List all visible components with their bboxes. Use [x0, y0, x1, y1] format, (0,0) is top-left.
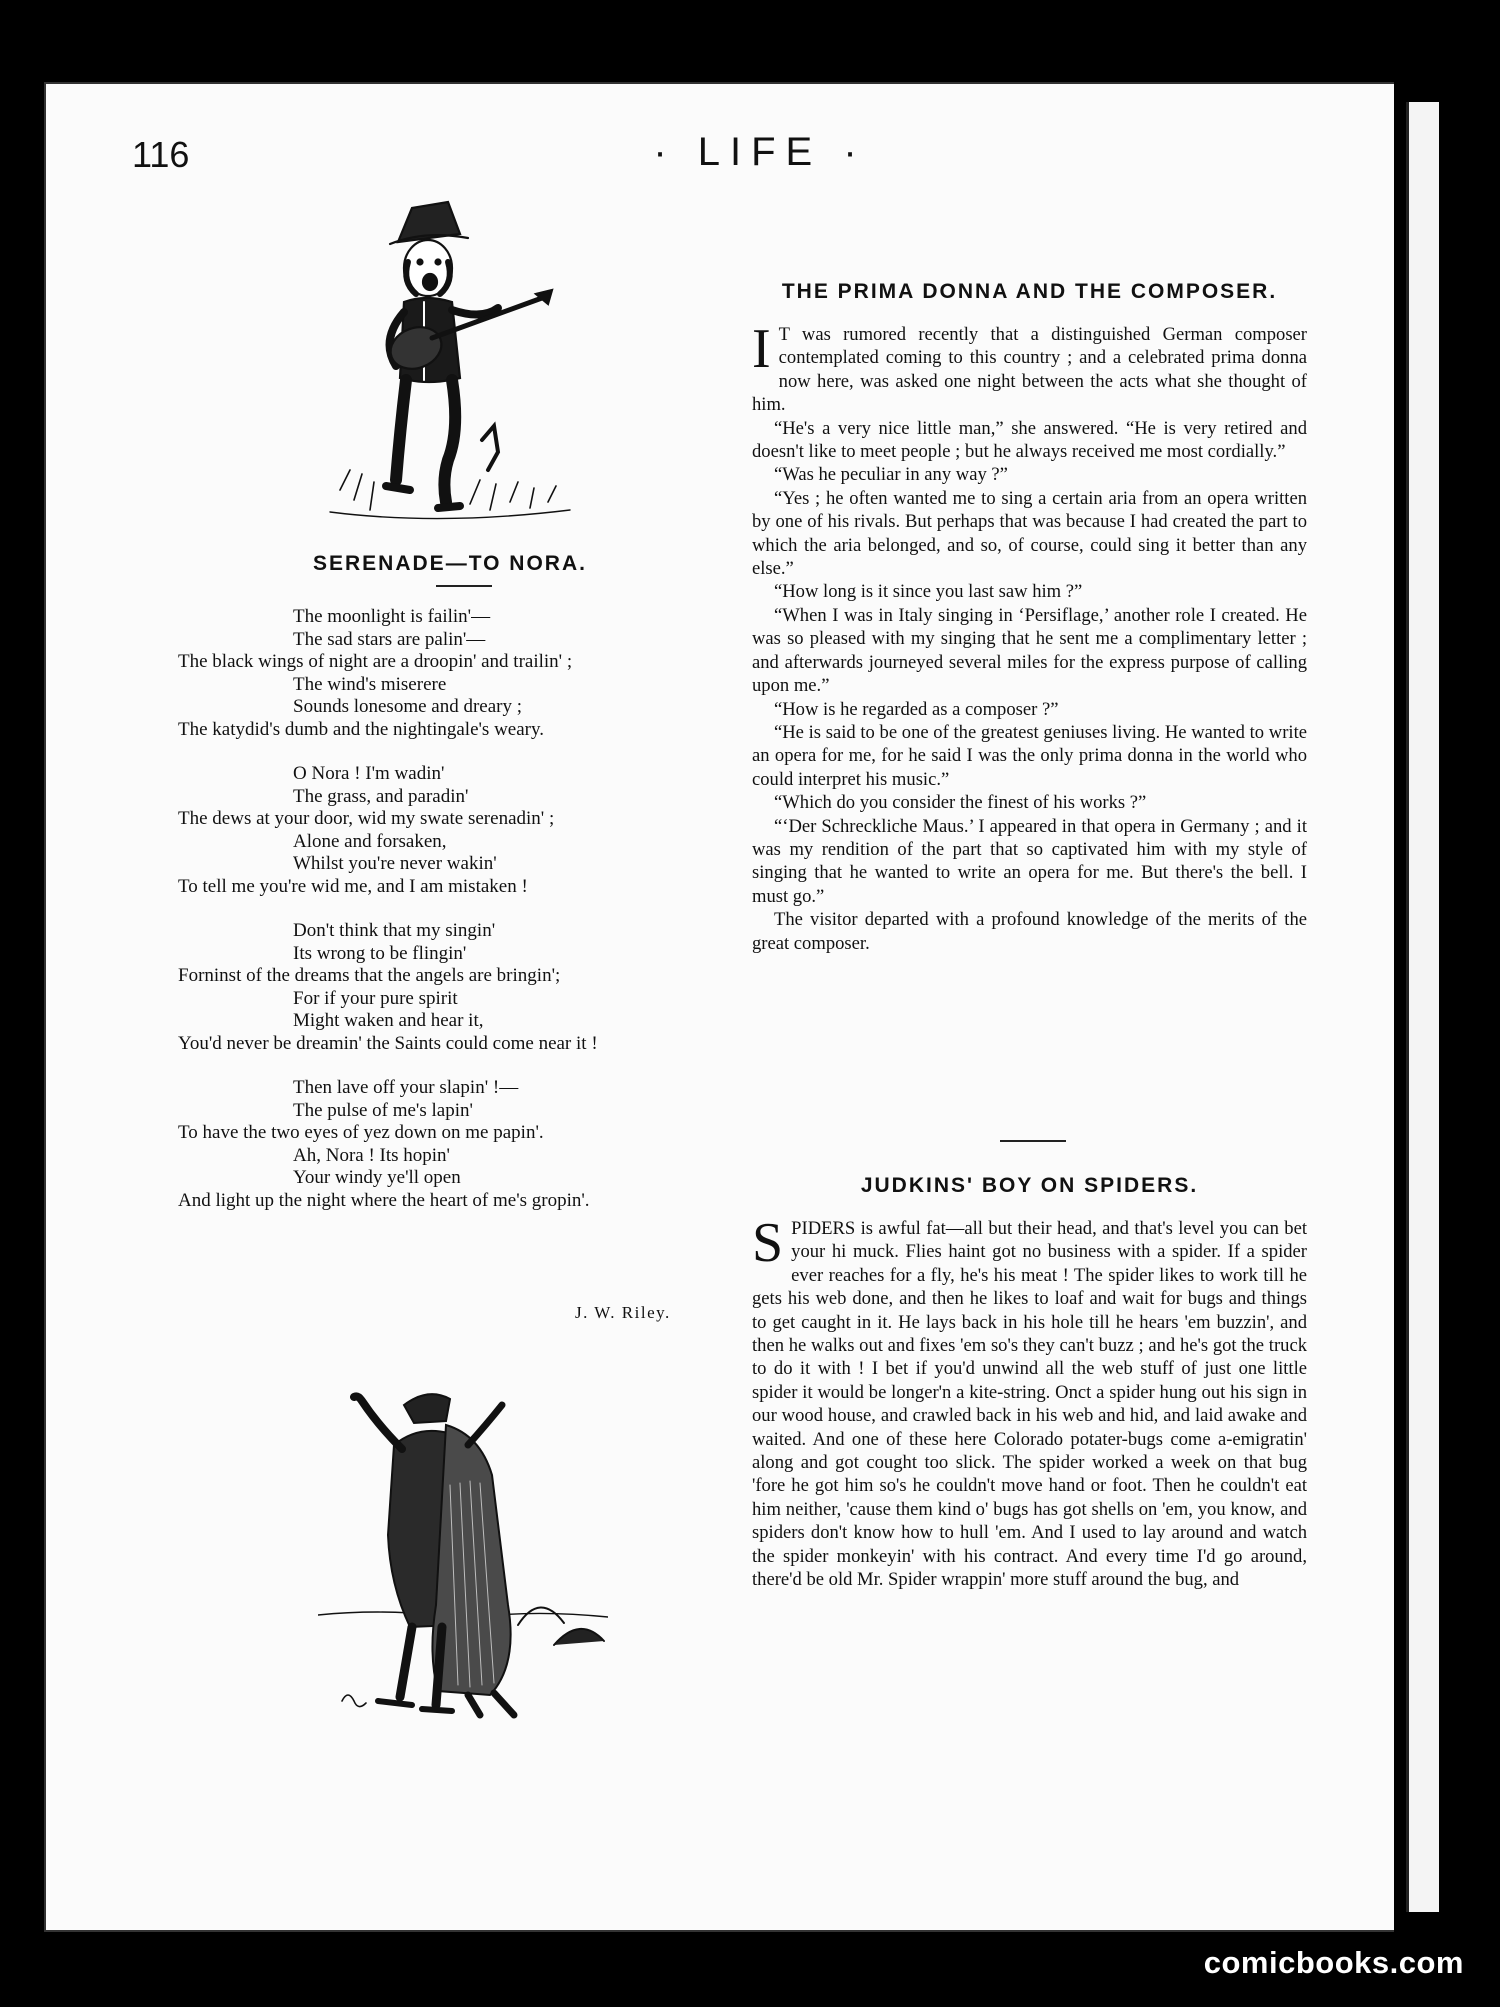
poem-line: Forninst of the dreams that the angels are bringin'; — [178, 965, 561, 986]
article-paragraph: “When I was in Italy singing in ‘Persiflage,’ another role I created. He was so pleased with my singing that he sent me a complimentary letter ; and afterwards journeyed several miles for the express purpose of calling upon me.” — [752, 604, 1307, 697]
poem-line: Ah, Nora ! Its hopin' — [293, 1144, 450, 1166]
poem-line: O Nora ! I'm wadin' — [293, 763, 445, 784]
prima-donna-article — [752, 278, 1307, 955]
article-body — [752, 318, 1307, 955]
poem-line: Whilst you're never wakin' — [293, 853, 497, 874]
article-paragraph: The visitor departed with a profound knowledge of the merits of the great composer. — [752, 909, 1307, 954]
article-title: THE PRIMA DONNA AND THE COMPOSER. — [781, 280, 1278, 303]
poem-line: For if your pure spirit — [293, 987, 458, 1009]
article-paragraph: “He's a very nice little man,” she answered. “He is very retired and doesn't like to meet people ; but he always received me most cordially.” — [752, 417, 1307, 463]
article-paragraph: SPIDERS is awful fat—all but their head, and that's level you can bet your hi muck. Flies haint got no business with a spider. If a spider ever reaches for a fly, he's his meat ! The spider likes to work till he gets his web done, and then he likes to loaf and wait for bugs and things to get caught in it. He lays back in his hole till he hears 'em buzzin', and then he walks out and fixes 'em so's they can't buzz ; and he's got the truck to do it with ! I bet if you'd unwind all the web stuff of just one little spider it would be longer'n a kite-string. Onct a spider hung out his sign in our wood house, and crawled back in his web and hid, and laid awake and waited. And one of these here Colorado potater-bugs come a-emigratin' along and got cought too slick. The spider worked a week on that bug 'fore he got him so's he couldn't move hand or foot. Then he couldn't eat him neither, 'cause them kind o' bugs has got shells on 'em, you know, and spiders don't know how to hull 'em. And I used to lay around and watch the spider monkeyin' with his contract. And every time I'd go around, there'd be old Mr. Spider wrappin' more stuff around the bug, and — [752, 1212, 1307, 1591]
article-title: JUDKINS' BOY ON SPIDERS. — [860, 1174, 1199, 1197]
poem-line: Alone and forsaken, — [293, 830, 447, 852]
poem-line: The black wings of night are a droopin' and trailin' ; — [178, 651, 573, 672]
poem-stanza — [178, 763, 738, 898]
poem-line: You'd never be dreamin' the Saints could come near it ! — [178, 1032, 598, 1054]
article-paragraph: “How is he regarded as a composer ?” — [774, 698, 1059, 720]
poem-line: The grass, and paradin' — [293, 785, 469, 807]
poem-stanza — [178, 1077, 738, 1212]
adjacent-page-edge — [1394, 82, 1454, 1932]
spiders-article — [752, 1172, 1307, 1592]
article-paragraph: “How long is it since you last saw him ?” — [774, 581, 1083, 603]
article-body — [752, 1212, 1307, 1592]
poem-line: Sounds lonesome and dreary ; — [293, 696, 523, 717]
poem-stanza — [178, 606, 738, 741]
article-divider — [1000, 1140, 1066, 1142]
poem-line: And light up the night where the heart of me's gropin'. — [178, 1189, 590, 1211]
article-paragraph: “‘Der Schreckliche Maus.’ I appeared in that opera in Germany ; and it was my rendition of the part that so captivated him with my style of singing that he wanted to write an opera for me. But there's the bell. I must go.” — [752, 815, 1307, 907]
poem-line: The wind's miserere — [293, 673, 447, 695]
article-paragraph: “He is said to be one of the greatest geniuses living. He wanted to write an opera for me, for he said I was the only prima donna in the world who could interpret his music.” — [752, 721, 1307, 790]
poem-line: The dews at your door, wid my swate serenadin' ; — [178, 808, 555, 829]
mandolin-player-illustration — [320, 190, 590, 540]
poem-line: The sad stars are palin'— — [293, 628, 486, 650]
poem-line: Its wrong to be flingin' — [293, 942, 467, 964]
poem-line: The katydid's dumb and the nightingale's weary. — [178, 718, 545, 740]
embracing-couple-illustration — [318, 1365, 608, 1745]
poem-author: J. W. Riley. — [575, 1303, 671, 1322]
poem-line: The pulse of me's lapin' — [293, 1099, 473, 1121]
poem-line: Your windy ye'll open — [293, 1167, 461, 1188]
article-paragraph: “Was he peculiar in any way ?” — [774, 464, 1008, 486]
poem-body — [178, 606, 738, 1234]
site-watermark: comicbooks.com — [1203, 1945, 1464, 1980]
poem-line: Don't think that my singin' — [293, 920, 496, 941]
article-paragraph: “Which do you consider the finest of his works ?” — [774, 792, 1147, 814]
poem-title: SERENADE—TO NORA. — [313, 552, 587, 575]
drop-cap: I — [752, 318, 771, 380]
poem-line: Might waken and hear it, — [293, 1010, 484, 1031]
poem-line: The moonlight is failin'— — [293, 606, 491, 627]
page-number: 116 — [132, 134, 190, 175]
poem-line: To tell me you're wid me, and I am mistaken ! — [178, 875, 528, 897]
poem-line: Then lave off your slapin' !— — [293, 1077, 519, 1098]
poem-stanza — [178, 920, 738, 1055]
poem-line: To have the two eyes of yez down on me papin'. — [178, 1122, 544, 1143]
drop-cap: S — [752, 1212, 784, 1274]
article-paragraph: “Yes ; he often wanted me to sing a certain aria from an opera written by one of his rivals. But perhaps that was because I had created the part to which the aria belonged, and so, of course, could sing it better than any else.” — [752, 487, 1307, 580]
title-divider — [436, 585, 492, 587]
masthead: · LIFE · — [653, 130, 867, 174]
article-paragraph: I T was rumored recently that a distinguished German composer contemplated coming to this country ; and a celebrated prima donna now here, was asked one night between the acts what she thought of him. — [752, 318, 1307, 416]
